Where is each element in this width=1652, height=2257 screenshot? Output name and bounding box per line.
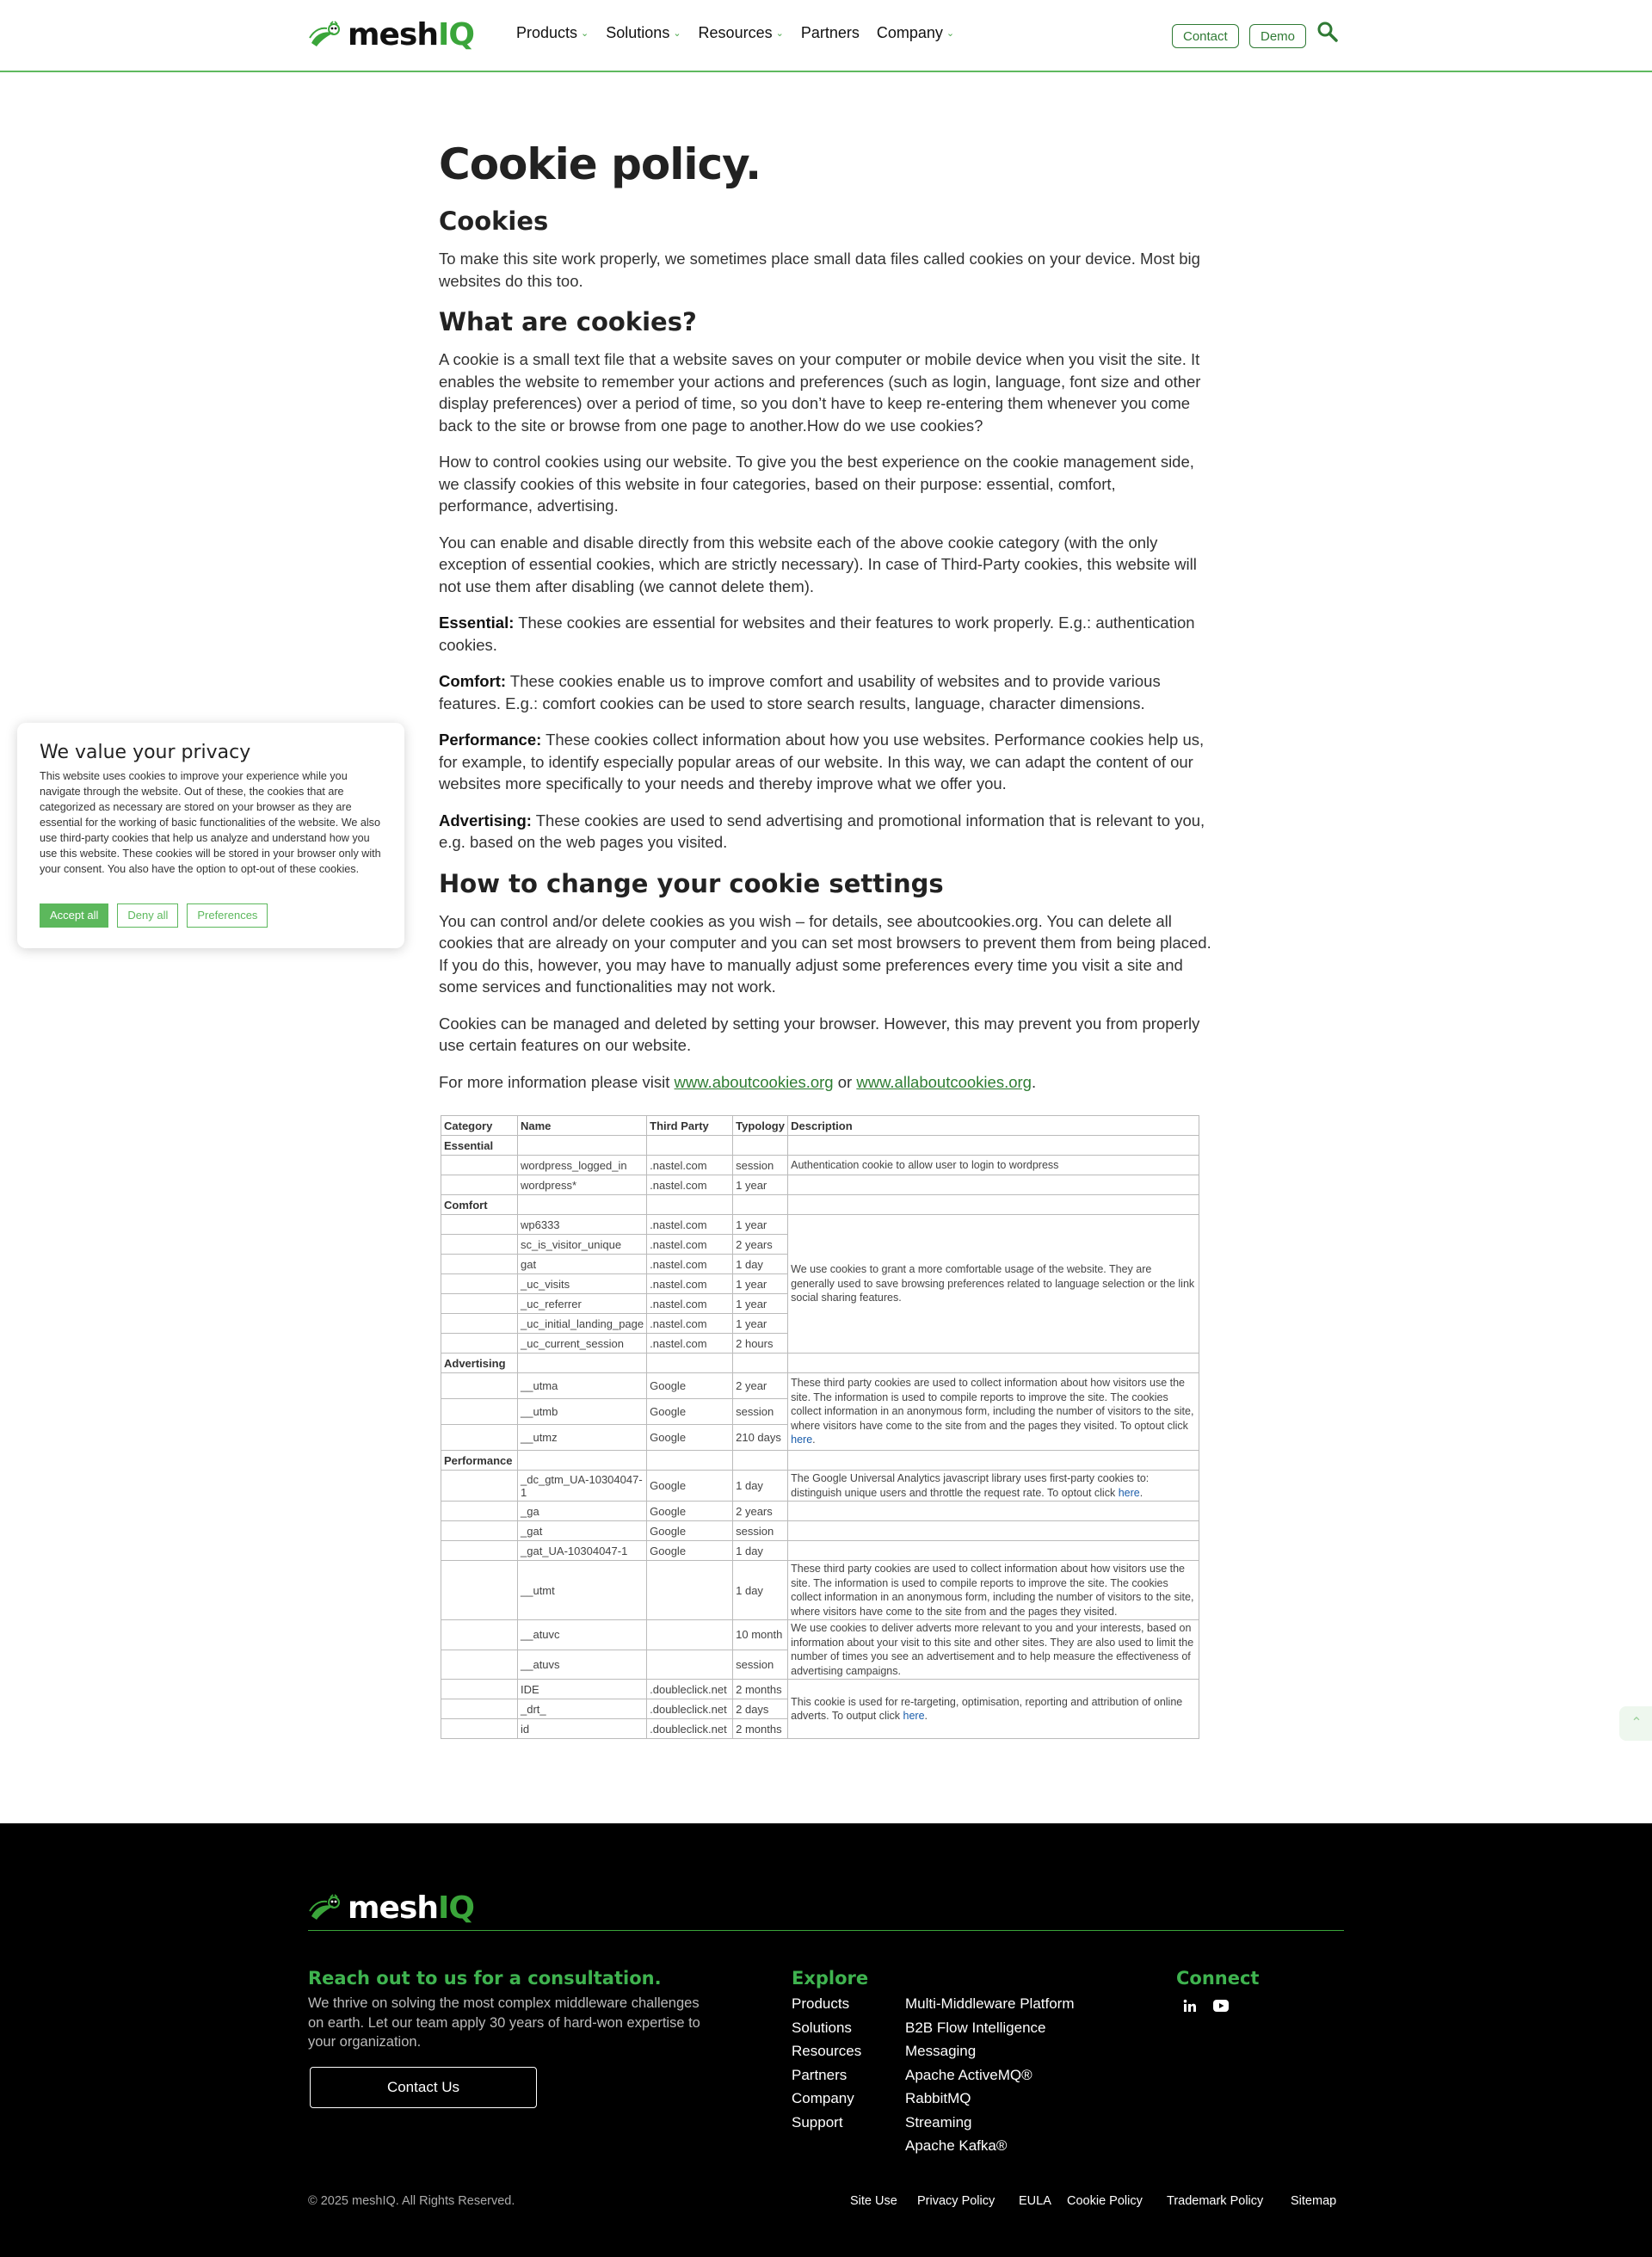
cookie-name: _uc_initial_landing_page [518, 1314, 647, 1334]
cookie-type: 1 day [733, 1255, 788, 1274]
accept-all-button[interactable]: Accept all [40, 903, 108, 928]
more-info-or: or [833, 1072, 857, 1091]
link-aboutcookies[interactable]: www.aboutcookies.org [674, 1072, 834, 1091]
paragraph-performance [439, 729, 1213, 795]
cookie-name: _drt_ [518, 1699, 647, 1719]
essential-label: Essential: [439, 614, 515, 632]
footer-logo[interactable] [308, 1890, 474, 1926]
nav-label: Products [516, 24, 578, 41]
chevron-down-icon: ⌄ [581, 28, 589, 39]
paragraph-essential [439, 612, 1213, 656]
paragraph-comfort [439, 670, 1213, 714]
cookie-type: 2 years [733, 1235, 788, 1255]
advertising-label: Advertising: [439, 811, 532, 829]
privacy-buttons [40, 903, 268, 928]
cookie-name: id [518, 1719, 647, 1739]
table-row [441, 1541, 1199, 1561]
cookie-party: .doubleclick.net [647, 1719, 733, 1739]
cookie-party: Google [647, 1425, 733, 1451]
paragraph-more-info [439, 1071, 1213, 1094]
more-info-suffix: . [1031, 1072, 1037, 1091]
table-row [441, 1156, 1199, 1175]
cookie-party: Google [647, 1521, 733, 1541]
cookie-type: 1 day [733, 1561, 788, 1620]
performance-text: These cookies collect information about how you use websites. Performance cookies help us, for example, to identify especially popular areas of our website. In this way, we can adapt the content of our websites more specifically to your needs and thereby improve what we offer you. [439, 731, 1205, 792]
cookie-type: session [733, 1399, 788, 1425]
table-row [441, 1373, 1199, 1399]
contact-button[interactable]: Contact [1172, 24, 1239, 48]
heading-what-are-cookies: What are cookies? [439, 307, 697, 336]
footer-link-support[interactable]: Support [792, 2113, 843, 2131]
scroll-to-top-button[interactable] [1619, 1706, 1652, 1741]
category-cell: Performance [441, 1451, 518, 1471]
cookie-description: These third party cookies are used to collect information about how visitors use the site. The information is used to compile reports to improve the site. The cookies collect information in an anonymous form, including the number of visitors to the site, where visitors have come to the site from and the pages they visited. [788, 1561, 1199, 1620]
explore-column-1 [792, 1992, 861, 2134]
cookie-type: 2 year [733, 1373, 788, 1399]
cookie-type: session [733, 1650, 788, 1680]
linkedin-icon[interactable] [1180, 1995, 1200, 2016]
footer-divider [308, 1930, 1344, 1931]
comfort-label: Comfort: [439, 672, 507, 690]
cookie-type: 2 years [733, 1502, 788, 1521]
cookie-party [647, 1650, 733, 1680]
column-header: Typology [733, 1116, 788, 1136]
category-cell: Comfort [441, 1195, 518, 1215]
cookie-name: gat [518, 1255, 647, 1274]
cookie-type: session [733, 1156, 788, 1175]
paragraph-how-to-control: How to control cookies using our website. To give you the best experience on the cookie management side, we classify cookies of this website in four categories, based on their purpose: essential, comfort, performance, advertising. [439, 453, 1194, 515]
deny-all-button[interactable]: Deny all [117, 903, 178, 928]
footer-link-company[interactable]: Company [792, 2090, 854, 2106]
comfort-text: These cookies enable us to improve comfort and usability of websites and to provide various features. E.g.: comfort cookies can be used to store search results, language, character dimensions. [439, 672, 1161, 712]
nav-products[interactable] [516, 24, 589, 42]
chevron-down-icon: ⌄ [946, 28, 955, 39]
cookie-type: 2 hours [733, 1334, 788, 1354]
chevron-down-icon: ⌄ [673, 28, 681, 39]
site-footer [0, 1823, 1652, 2257]
cookie-type: 210 days [733, 1425, 788, 1451]
cookie-name: __utmt [518, 1561, 647, 1620]
cookie-party: Google [647, 1471, 733, 1502]
table-row-category [441, 1451, 1199, 1471]
cookie-description: These third party cookies are used to collect information about how visitors use the site. The information is used to compile reports to improve the site. The cookies collect information in an anonymous form, including the number of visitors to the site, where visitors have come to the site from and the pages they visited. To optout click here. [788, 1373, 1199, 1451]
cookie-type: 10 month [733, 1620, 788, 1650]
main-content [439, 129, 1213, 1107]
page-title: Cookie policy. [439, 139, 761, 189]
legal-link-sitemap[interactable]: Sitemap [1291, 2194, 1337, 2208]
optout-link[interactable]: here [1118, 1486, 1140, 1499]
cookie-name: _ga [518, 1502, 647, 1521]
explore-heading: Explore [792, 1968, 869, 1989]
table-row-category [441, 1354, 1199, 1373]
table-header-row [441, 1116, 1199, 1136]
legal-link-cookie-policy[interactable]: Cookie Policy [1067, 2194, 1143, 2208]
table-row [441, 1521, 1199, 1541]
table-row [441, 1561, 1199, 1620]
advertising-text: These cookies are used to send advertising and promotional information that is relevant to you, e.g. based on the web pages you visited. [439, 811, 1205, 851]
chevron-up-icon: ⌃ [1630, 1716, 1643, 1730]
cookie-description: We use cookies to deliver adverts more relevant to you and your interests, based on information about your visit to this site and other sites. They are also used to limit the number of times you see an advertisement and to help measure the effectiveness of advertising campaigns. [788, 1620, 1199, 1680]
footer-link-solutions[interactable]: Solutions [792, 2019, 852, 2036]
table-row [441, 1175, 1199, 1195]
nav-partners[interactable] [801, 24, 860, 42]
cookie-type: 2 days [733, 1699, 788, 1719]
privacy-title: We value your privacy [40, 742, 251, 763]
brand-mesh: mesh [348, 17, 438, 52]
description-text: These third party cookies are used to collect information about how visitors use the site. The information is used to compile reports to improve the site. The cookies collect information in an anonymous form, including the number of visitors to the site, where visitors have come to the site from and the pages they visited. To optout click [791, 1377, 1194, 1432]
essential-text: These cookies are essential for websites and their features to work properly. E.g.: authentication cookies. [439, 614, 1195, 654]
cookie-name: _uc_visits [518, 1274, 647, 1294]
cookie-party: Google [647, 1541, 733, 1561]
cookie-description: Authentication cookie to allow user to login to wordpress [788, 1156, 1199, 1175]
cookie-type: 1 year [733, 1175, 788, 1195]
cookie-party: Google [647, 1502, 733, 1521]
more-info-prefix: For more information please visit [439, 1072, 675, 1091]
cookie-party: .nastel.com [647, 1274, 733, 1294]
cookie-table [441, 1115, 1199, 1739]
meshiq-logo[interactable] [308, 17, 474, 52]
cookie-name: __utma [518, 1373, 647, 1399]
cookie-name: _uc_referrer [518, 1294, 647, 1314]
chevron-down-icon: ⌄ [775, 28, 784, 39]
nav-label: Company [876, 24, 943, 41]
cookie-type: 2 months [733, 1680, 788, 1699]
cookie-name: IDE [518, 1680, 647, 1699]
footer-link-products[interactable]: Products [792, 1995, 850, 2012]
brand-mesh: mesh [348, 1890, 438, 1926]
cookie-name: _dc_gtm_UA-10304047-1 [518, 1471, 647, 1502]
table-row [441, 1502, 1199, 1521]
nav-label: Resources [698, 24, 773, 41]
link-allaboutcookies[interactable]: www.allaboutcookies.org [856, 1072, 1032, 1091]
nav-label: Solutions [606, 24, 670, 41]
cookie-name: wp6333 [518, 1215, 647, 1235]
cookie-party: .doubleclick.net [647, 1680, 733, 1699]
cookie-party: .nastel.com [647, 1294, 733, 1314]
cookie-party: .nastel.com [647, 1235, 733, 1255]
cookie-name: __atuvs [518, 1650, 647, 1680]
cookie-party: .doubleclick.net [647, 1699, 733, 1719]
cookie-party: .nastel.com [647, 1255, 733, 1274]
column-header: Description [788, 1116, 1199, 1136]
paragraph-enable-disable: You can enable and disable directly from this website each of the above cookie category (with the only exception of essential cookies, which are strictly necessary). In case of Third-Party cookies, this website will not use them after disabling (we cannot delete them). [439, 533, 1197, 595]
footer-link-b2b-flow[interactable]: B2B Flow Intelligence [905, 2019, 1046, 2036]
cookie-party: .nastel.com [647, 1156, 733, 1175]
cookie-party: .nastel.com [647, 1334, 733, 1354]
cookie-type: 1 year [733, 1274, 788, 1294]
cookie-party: .nastel.com [647, 1314, 733, 1334]
cookie-description: This cookie is used for re-targeting, optimisation, reporting and attribution of online adverts. To output click here. [788, 1680, 1199, 1739]
cookie-type: 1 day [733, 1541, 788, 1561]
paragraph-what-are-cookies: A cookie is a small text file that a website saves on your computer or mobile device when you visit the site. It enables the website to remember your actions and preferences (such as login, language, font size and other display preferences) over a period of time, so you don’t have to keep re-entering them whenever you come back to the site or browse from one page to another.How do we use cookies? [439, 350, 1201, 435]
cookie-type: 1 year [733, 1314, 788, 1334]
footer-link-rabbitmq[interactable]: RabbitMQ [905, 2090, 971, 2106]
category-cell: Essential [441, 1136, 518, 1156]
table-row [441, 1680, 1199, 1699]
legal-link-trademark-policy[interactable]: Trademark Policy [1167, 2194, 1264, 2208]
cookie-party: Google [647, 1373, 733, 1399]
column-header: Third Party [647, 1116, 733, 1136]
nav-resources[interactable] [699, 24, 784, 42]
search-icon[interactable] [1316, 21, 1339, 43]
table-row [441, 1215, 1199, 1235]
meshiq-logo-mark-icon [308, 1894, 342, 1923]
youtube-icon[interactable] [1211, 1995, 1231, 2016]
footer-link-messaging[interactable]: Messaging [905, 2043, 977, 2059]
category-cell: Advertising [441, 1354, 518, 1373]
cookie-party [647, 1620, 733, 1650]
cookie-name: __atuvc [518, 1620, 647, 1650]
optout-link[interactable]: here [791, 1434, 813, 1446]
footer-link-multi-middleware[interactable]: Multi-Middleware Platform [905, 1995, 1075, 2012]
paragraph-cookies: To make this site work properly, we sometimes place small data files called cookies on your device. Most big websites do this too. [439, 250, 1200, 290]
cookie-type: 1 year [733, 1215, 788, 1235]
table-row-category [441, 1195, 1199, 1215]
nav-company[interactable] [877, 24, 954, 42]
legal-link-eula[interactable]: EULA [1019, 2194, 1051, 2208]
cookie-description: We use cookies to grant a more comfortable usage of the website. They are generally used to save browsing preferences related to language selection or the link social sharing features. [788, 1215, 1199, 1354]
privacy-body: This website uses cookies to improve your experience while you navigate through the website. Out of these, the cookies that are categorized as necessary are stored on your browser as they are essential for the working of basic functionalities of the website. We also use third-party cookies that help us analyze and understand how you use this website. These cookies will be stored in your browser only with your consent. You also have the option to opt-out of these cookies. [40, 770, 381, 875]
description-text: This cookie is used for re-targeting, optimisation, reporting and attribution of online adverts. To output click [791, 1695, 1183, 1722]
footer-link-kafka[interactable]: Apache Kafka® [905, 2137, 1008, 2154]
brand-iq: IQ [437, 17, 474, 52]
consult-text: We thrive on solving the most complex middleware challenges on earth. Let our team apply 30 years of hard-won expertise to your organization. [308, 1995, 700, 2050]
cookie-description: The Google Universal Analytics javascript library uses first-party cookies to: distinguish unique users and throttle the request rate. To optout click here. [788, 1471, 1199, 1502]
cookie-party: .nastel.com [647, 1215, 733, 1235]
cookie-name: _gat_UA-10304047-1 [518, 1541, 647, 1561]
legal-link-privacy-policy[interactable]: Privacy Policy [917, 2194, 996, 2208]
meshiq-logo-mark-icon [308, 21, 342, 50]
brand-iq: IQ [437, 1890, 474, 1926]
copyright: © 2025 meshIQ. All Rights Reserved. [308, 2194, 515, 2208]
demo-button[interactable]: Demo [1249, 24, 1306, 48]
cookie-type: 1 day [733, 1471, 788, 1502]
description-text: The Google Universal Analytics javascript library uses first-party cookies to: distinguish unique users and throttle the request rate. To optout click [791, 1472, 1150, 1499]
column-header: Name [518, 1116, 647, 1136]
site-header [0, 0, 1652, 72]
cookie-name: _uc_current_session [518, 1334, 647, 1354]
paragraph-change-2: Cookies can be managed and deleted by setting your browser. However, this may prevent you from properly use certain features on our website. [439, 1014, 1200, 1054]
preferences-button[interactable]: Preferences [187, 903, 268, 928]
table-row [441, 1471, 1199, 1502]
cookie-name: _gat [518, 1521, 647, 1541]
footer-link-partners[interactable]: Partners [792, 2066, 848, 2083]
paragraph-change-1: You can control and/or delete cookies as you wish – for details, see aboutcookies.org. You can delete all cookies that are already on your computer and you can set most browsers to prevent them from being placed. If you do this, however, you may have to manually adjust some preferences every time you visit a site and some services and functionalities may not work. [439, 911, 1211, 996]
paragraph-advertising [439, 810, 1213, 854]
privacy-consent-popup [17, 723, 404, 948]
cookie-party: Google [647, 1399, 733, 1425]
nav-label: Partners [800, 24, 860, 41]
table-row-category [441, 1136, 1199, 1156]
optout-link[interactable]: here [903, 1710, 925, 1722]
cookie-name: wordpress_logged_in [518, 1156, 647, 1175]
footer-link-streaming[interactable]: Streaming [905, 2113, 972, 2131]
meshiq-logo-text [348, 17, 474, 52]
connect-heading: Connect [1176, 1968, 1260, 1989]
legal-link-site-use[interactable]: Site Use [850, 2194, 897, 2208]
heading-change-settings: How to change your cookie settings [439, 868, 944, 898]
cookie-party [647, 1561, 733, 1620]
cookie-name: __utmb [518, 1399, 647, 1425]
nav-solutions[interactable] [606, 24, 681, 42]
main-nav [516, 24, 954, 42]
cookie-party: .nastel.com [647, 1175, 733, 1195]
footer-link-resources[interactable]: Resources [792, 2043, 862, 2059]
consult-heading: Reach out to us for a consultation. [308, 1968, 662, 1989]
cookie-type: 1 year [733, 1294, 788, 1314]
explore-column-2 [905, 1992, 1075, 2158]
contact-us-button[interactable]: Contact Us [310, 2067, 537, 2108]
footer-link-activemq[interactable]: Apache ActiveMQ® [905, 2066, 1032, 2083]
cookie-name: wordpress* [518, 1175, 647, 1195]
footer-logo-text [348, 1890, 474, 1926]
cookie-type: session [733, 1521, 788, 1541]
cookie-name: __utmz [518, 1425, 647, 1451]
performance-label: Performance: [439, 731, 542, 749]
heading-cookies: Cookies [439, 207, 549, 236]
column-header: Category [441, 1116, 518, 1136]
table-row [441, 1620, 1199, 1650]
cookie-type: 2 months [733, 1719, 788, 1739]
cookie-name: sc_is_visitor_unique [518, 1235, 647, 1255]
